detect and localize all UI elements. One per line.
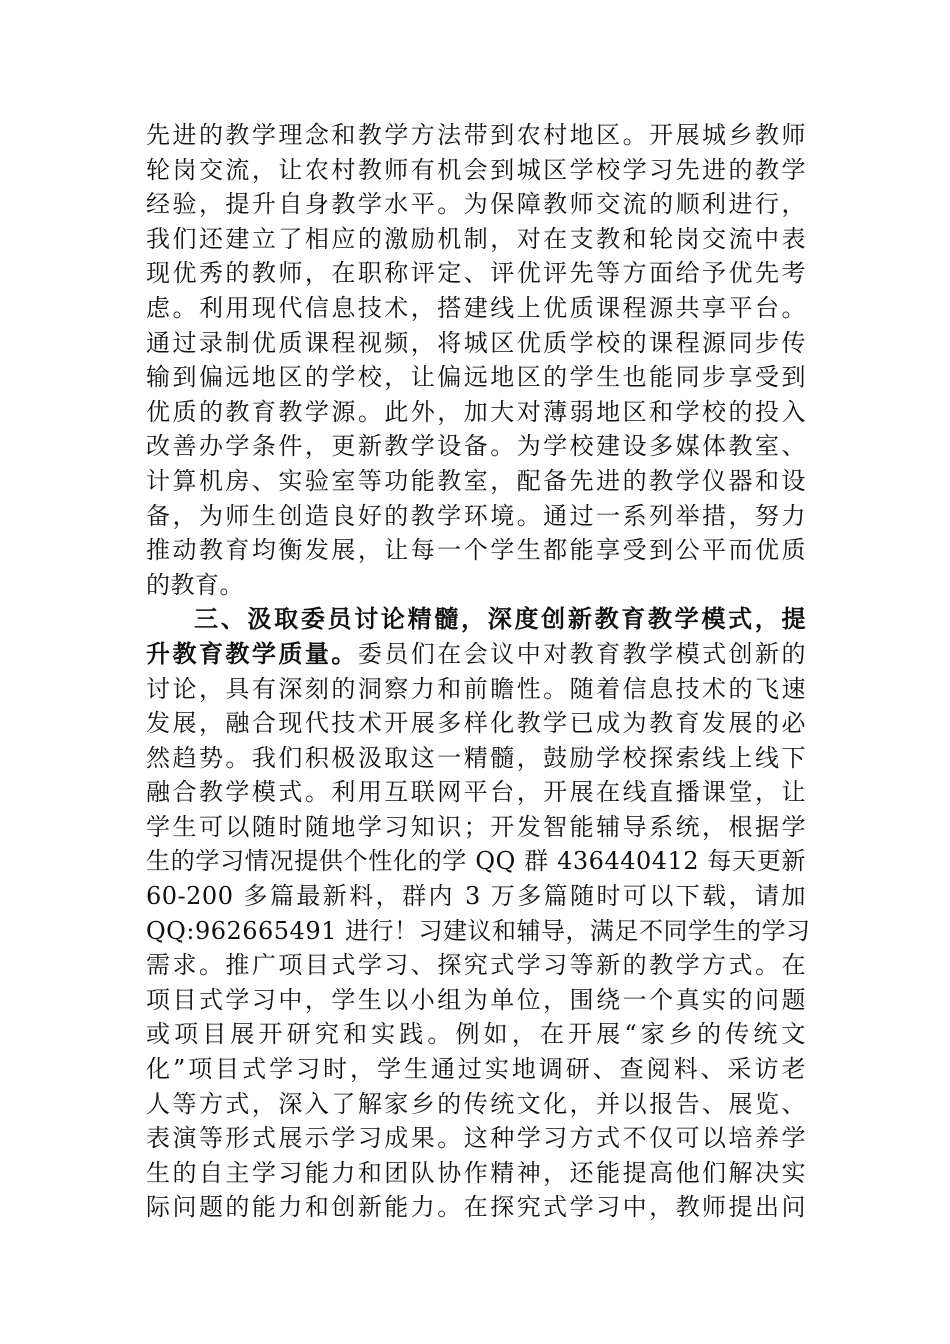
text-line: 备，为师生创造良好的教学环境。通过一系列举措，努力	[146, 501, 806, 530]
text-line: 际问题的能力和创新能力。在探究式学习中，教师提出问	[146, 1193, 806, 1222]
text-line: 然趋势。我们积极汲取这一精髓，鼓励学校探索线上线下	[146, 743, 806, 772]
text-line: 优质的教育教学源。此外，加大对薄弱地区和学校的投入	[146, 397, 806, 426]
text-line: 生的自主学习能力和团队协作精神，还能提高他们解决实	[146, 1158, 806, 1187]
document-page	[146, 118, 811, 1225]
text-line: 生的学习情况提供个性化的学 QQ 群 436440412 每天更新	[146, 847, 806, 876]
text-line: QQ:962665491 进行！习建议和辅导，满足不同学生的学习	[146, 916, 811, 945]
text-line: 融合教学模式。利用互联网平台，开展在线直播课堂，让	[146, 778, 806, 807]
section-heading-end: 升教育教学质量。	[146, 638, 358, 668]
text-line: 需求。推广项目式学习、探究式学习等新的教学方式。在	[146, 951, 806, 980]
text-line: 化”项目式学习时，学生通过实地调研、查阅料、采访老	[146, 1055, 806, 1084]
text-line: 人等方式，深入了解家乡的传统文化，并以报告、展览、	[146, 1089, 806, 1118]
heading-continuation-line	[146, 637, 806, 672]
text-line: 通过录制优质课程视频，将城区优质学校的课程源同步传	[146, 328, 806, 357]
text-line: 虑。利用现代信息技术，搭建线上优质课程源共享平台。	[146, 293, 806, 322]
section-heading: 三、汲取委员讨论精髓，深度创新教育教学模式，提	[194, 604, 806, 634]
text-line: 或项目展开研究和实践。例如，在开展“家乡的传统文	[146, 1020, 806, 1049]
text-line: 发展，融合现代技术开展多样化教学已成为教育发展的必	[146, 709, 806, 738]
text-line: 学生可以随时随地学习知识；开发智能辅导系统，根据学	[146, 812, 806, 841]
text-line: 改善办学条件，更新教学设备。为学校建设多媒体教室、	[146, 432, 806, 461]
text-line: 推动教育均衡发展，让每一个学生都能享受到公平而优质	[146, 536, 806, 565]
text-line: 我们还建立了相应的激励机制，对在支教和轮岗交流中表	[146, 224, 806, 253]
text-line: 项目式学习中，学生以小组为单位，围绕一个真实的问题	[146, 985, 806, 1014]
text-line: 讨论，具有深刻的洞察力和前瞻性。随着信息技术的飞速	[146, 674, 806, 703]
text-line: 轮岗交流，让农村教师有机会到城区学校学习先进的教学	[146, 155, 806, 184]
text-line: 60-200 多篇最新料，群内 3 万多篇随时可以下载，请加	[146, 882, 806, 911]
text-line: 现优秀的教师，在职称评定、评优评先等方面给予优先考	[146, 259, 806, 288]
paragraph-teaching-model	[146, 602, 811, 1225]
text-line: 计算机房、实验室等功能教室，配备先进的教学仪器和设	[146, 466, 806, 495]
text-span: 委员们在会议中对教育教学模式创新的	[357, 639, 807, 668]
text-line: 的教育。	[146, 570, 244, 599]
text-line: 表演等形式展示学习成果。这种学习方式不仅可以培养学	[146, 1124, 806, 1153]
text-line: 经验，提升自身教学水平。为保障教师交流的顺利进行，	[146, 190, 806, 219]
text-line: 输到偏远地区的学校，让偏远地区的学生也能同步享受到	[146, 363, 806, 392]
text-line: 先进的教学理念和教学方法带到农村地区。开展城乡教师	[146, 121, 806, 149]
paragraph-measures	[146, 118, 806, 602]
